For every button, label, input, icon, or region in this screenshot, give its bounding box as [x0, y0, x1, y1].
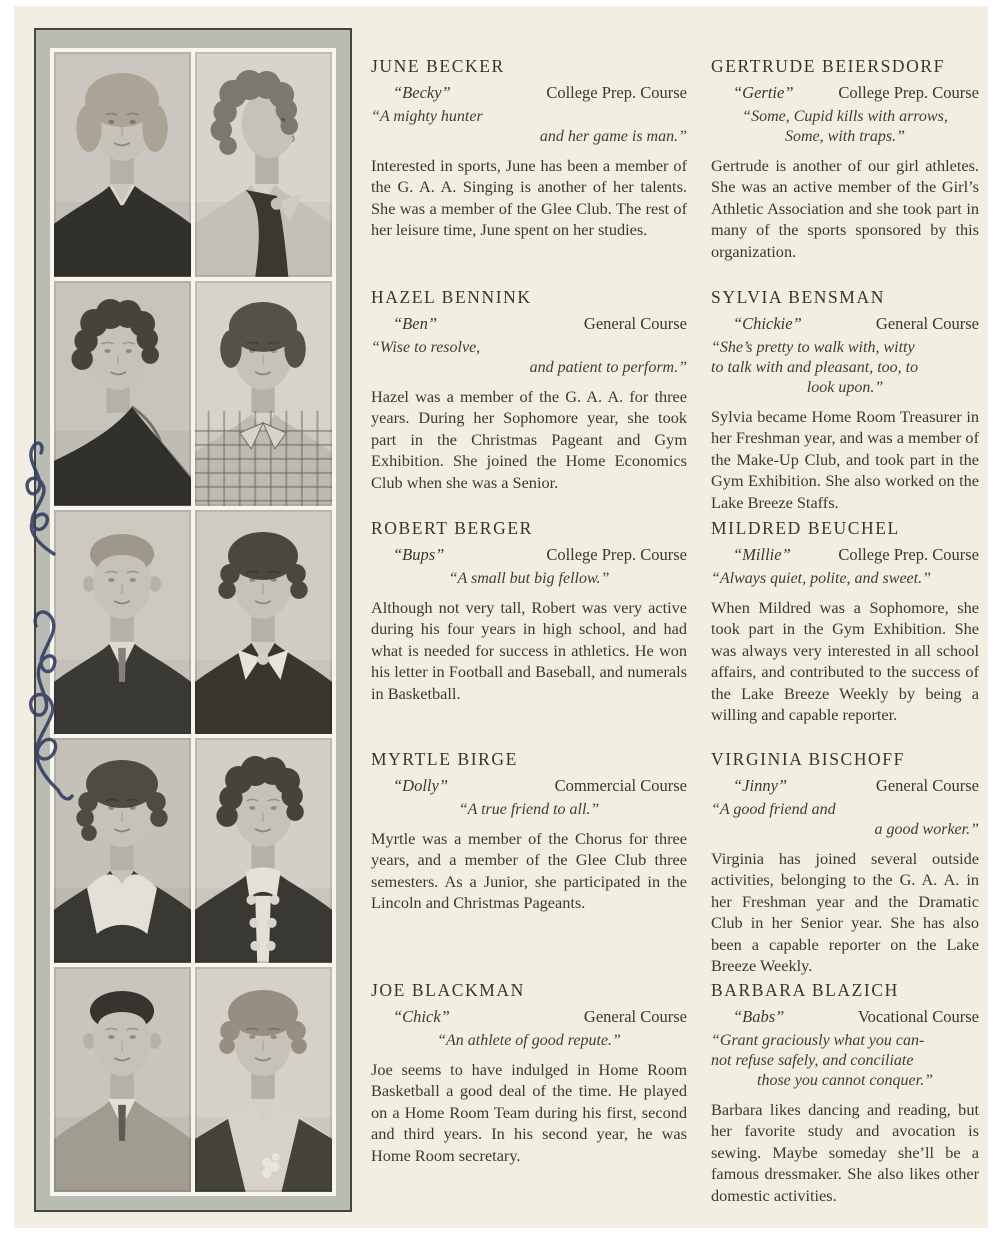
student-entry: [711, 749, 979, 976]
quote-line: “She’s pretty to walk with, witty: [711, 339, 915, 356]
quote-line: “Always quiet, polite, and sweet.”: [711, 570, 931, 587]
student-entry: [711, 287, 979, 513]
quote-line: look upon.”: [806, 379, 884, 396]
student-entry: [371, 287, 687, 493]
student-name: JOE BLACKMAN: [371, 980, 525, 1000]
student-bio: Although not very tall, Robert was very active during his four years in high school, and had what is needed for success in athletics. He won his letter in Football and Baseball, and numerals in Basketball.: [371, 598, 687, 703]
student-nickname: “Bups”: [393, 545, 445, 564]
student-entry: [371, 749, 687, 914]
quote-line: “An athlete of good repute.”: [437, 1032, 621, 1049]
handwritten-signature: [14, 406, 74, 806]
quote-line: “A good friend and: [711, 801, 836, 818]
student-quote: [371, 1031, 687, 1051]
quote-line: “Grant graciously what you can-: [711, 1032, 925, 1049]
quote-line: “A true friend to all.”: [458, 801, 600, 818]
student-course: College Prep. Course: [838, 83, 979, 102]
student-entry: [371, 518, 687, 704]
student-entry: [711, 980, 979, 1206]
student-meta: [711, 314, 979, 334]
portrait-photo: [54, 52, 191, 277]
yearbook-page: [14, 6, 988, 1228]
student-entry: [371, 980, 687, 1166]
student-name: BARBARA BLAZICH: [711, 980, 899, 1000]
quote-line: Some, with traps.”: [784, 128, 905, 145]
student-nickname: “Dolly”: [393, 776, 449, 795]
portrait-photo: [195, 510, 332, 735]
student-bio: Barbara likes dancing and reading, but her favorite study and avocation is sewing. Maybe someday she’ll be a famous dressmaker. She also likes other domestic activities.: [711, 1100, 979, 1205]
student-course: General Course: [583, 314, 687, 333]
student-quote: [711, 107, 979, 147]
student-name: SYLVIA BENSMAN: [711, 287, 885, 307]
portrait-photo: [54, 510, 191, 735]
student-quote: [371, 107, 687, 147]
student-nickname: “Gertie”: [733, 83, 794, 102]
student-name: HAZEL BENNINK: [371, 287, 532, 307]
student-nickname: “Becky”: [393, 83, 451, 102]
student-meta: [711, 776, 979, 796]
quote-line: “A mighty hunter: [371, 108, 483, 125]
student-quote: [371, 338, 687, 378]
student-meta: [371, 545, 687, 565]
quote-line: “Wise to resolve,: [371, 339, 481, 356]
student-name: GERTRUDE BEIERSDORF: [711, 56, 946, 76]
column-right: [711, 6, 979, 1234]
quote-line: not refuse safely, and conciliate: [711, 1052, 914, 1069]
student-meta: [371, 1007, 687, 1027]
student-name: VIRGINIA BISCHOFF: [711, 749, 905, 769]
student-entry: [711, 518, 979, 725]
student-quote: [711, 1031, 979, 1091]
student-meta: [371, 83, 687, 103]
quote-line: those you cannot conquer.”: [757, 1072, 933, 1089]
portrait-photo: [195, 738, 332, 963]
student-bio: Interested in sports, June has been a member of the G. A. A. Singing is another of her talents. She was a member of the Glee Club. The rest of her leisure time, June spent on her studies.: [371, 156, 687, 240]
column-middle: [371, 6, 687, 1234]
student-nickname: “Millie”: [733, 545, 791, 564]
student-name: MYRTLE BIRGE: [371, 749, 518, 769]
student-quote: [371, 569, 687, 589]
portrait-photo: [54, 281, 191, 506]
student-course: Commercial Course: [554, 776, 687, 795]
student-course: College Prep. Course: [838, 545, 979, 564]
student-nickname: “Babs”: [733, 1007, 785, 1026]
student-name: ROBERT BERGER: [371, 518, 533, 538]
portrait-photo: [195, 967, 332, 1192]
quote-line: and her game is man.”: [539, 128, 687, 145]
student-nickname: “Chickie”: [733, 314, 802, 333]
student-bio: Hazel was a member of the G. A. A. for three years. During her Sophomore year, she took part in the Christmas Pageant and Gym Exhibition. She joined the Home Economics Club when she was a Senior.: [371, 387, 687, 492]
student-meta: [371, 314, 687, 334]
student-quote: [711, 338, 979, 398]
student-bio: Virginia has joined several outside activities, belonging to the G. A. A. in her Freshman year and the Dramatic Club in her Senior year. She has also been a capable reporter on the Lake Breeze Weekly.: [711, 849, 979, 976]
portrait-photo: [54, 967, 191, 1192]
quote-line: “Some, Cupid kills with arrows,: [742, 108, 948, 125]
student-nickname: “Jinny”: [733, 776, 788, 795]
student-bio: Sylvia became Home Room Treasurer in her Freshman year, and was a member of the Make-Up Club, and took part in the Gym Exhibition. She also worked on the Lake Breeze Staffs.: [711, 407, 979, 512]
student-course: Vocational Course: [857, 1007, 979, 1026]
student-bio: Joe seems to have indulged in Home Room Basketball a good deal of the time. He played on a Home Room Team during his first, second and third years. In his second year, he was Home Room secretary.: [371, 1060, 687, 1165]
student-quote: [711, 569, 979, 589]
quote-line: and patient to perform.”: [529, 359, 687, 376]
student-course: General Course: [875, 314, 979, 333]
quote-line: “A small but big fellow.”: [448, 570, 610, 587]
student-nickname: “Ben”: [393, 314, 438, 333]
student-meta: [711, 1007, 979, 1027]
portrait-photo: [195, 52, 332, 277]
student-entry: [711, 56, 979, 262]
student-nickname: “Chick”: [393, 1007, 450, 1026]
student-name: MILDRED BEUCHEL: [711, 518, 900, 538]
student-quote: [711, 800, 979, 840]
student-course: College Prep. Course: [546, 83, 687, 102]
student-bio: Myrtle was a member of the Chorus for three years, and a member of the Glee Club three semesters. As a Junior, she participated in the Lincoln and Christmas Pageants.: [371, 829, 687, 913]
student-course: College Prep. Course: [546, 545, 687, 564]
quote-line: to talk with and pleasant, too, to: [711, 359, 919, 376]
student-entry: [371, 56, 687, 241]
student-course: General Course: [583, 1007, 687, 1026]
photo-panel: [34, 28, 352, 1212]
student-meta: [371, 776, 687, 796]
student-bio: Gertrude is another of our girl athletes. She was an active member of the Girl’s Athletic Association and she took part in many of the sports sponsored by this organization.: [711, 156, 979, 261]
photo-grid: [50, 48, 336, 1196]
portrait-photo: [54, 738, 191, 963]
quote-line: a good worker.”: [874, 821, 979, 838]
student-bio: When Mildred was a Sophomore, she took part in the Gym Exhibition. She was always very interested in all school affairs, and contributed to the success of the Lake Breeze Weekly by being a willing and capable reporter.: [711, 598, 979, 725]
student-meta: [711, 545, 979, 565]
student-name: JUNE BECKER: [371, 56, 505, 76]
student-quote: [371, 800, 687, 820]
portrait-photo: [195, 281, 332, 506]
student-course: General Course: [875, 776, 979, 795]
student-meta: [711, 83, 979, 103]
